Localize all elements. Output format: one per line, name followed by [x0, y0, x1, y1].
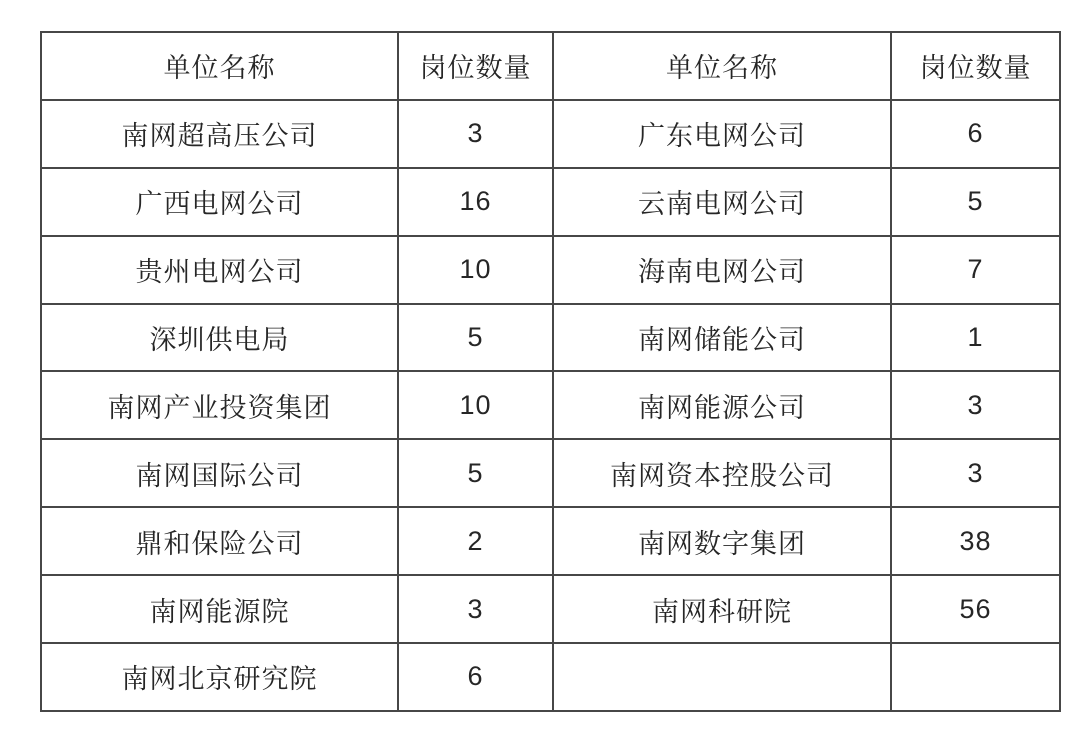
unit-name-cell: 南网能源院 — [41, 575, 398, 643]
header-unit-name-right: 单位名称 — [553, 32, 891, 100]
unit-name-cell: 南网产业投资集团 — [41, 371, 398, 439]
table-row — [41, 507, 1060, 575]
unit-name-cell: 南网北京研究院 — [41, 643, 398, 711]
unit-name-cell: 海南电网公司 — [553, 236, 891, 304]
position-count-cell: 56 — [891, 575, 1060, 643]
unit-name-cell: 广西电网公司 — [41, 168, 398, 236]
position-count-cell — [891, 643, 1060, 711]
position-count-cell: 7 — [891, 236, 1060, 304]
position-count-cell: 5 — [398, 304, 553, 372]
header-position-count-left: 岗位数量 — [398, 32, 553, 100]
unit-name-cell — [553, 643, 891, 711]
unit-name-cell: 南网数字集团 — [553, 507, 891, 575]
unit-name-cell: 南网国际公司 — [41, 439, 398, 507]
position-count-cell: 5 — [398, 439, 553, 507]
table-row — [41, 168, 1060, 236]
position-count-cell: 6 — [398, 643, 553, 711]
table-row — [41, 575, 1060, 643]
unit-name-cell: 南网储能公司 — [553, 304, 891, 372]
position-count-cell: 5 — [891, 168, 1060, 236]
header-position-count-right: 岗位数量 — [891, 32, 1060, 100]
position-count-cell: 38 — [891, 507, 1060, 575]
header-row — [41, 32, 1060, 100]
position-count-cell: 3 — [891, 371, 1060, 439]
position-count-cell: 2 — [398, 507, 553, 575]
table-row — [41, 236, 1060, 304]
positions-table — [40, 31, 1061, 712]
unit-name-cell: 南网超高压公司 — [41, 100, 398, 168]
unit-name-cell: 深圳供电局 — [41, 304, 398, 372]
table-row — [41, 643, 1060, 711]
position-count-cell: 10 — [398, 236, 553, 304]
position-count-cell: 3 — [398, 100, 553, 168]
position-count-cell: 10 — [398, 371, 553, 439]
unit-name-cell: 鼎和保险公司 — [41, 507, 398, 575]
table-row — [41, 371, 1060, 439]
table-row — [41, 439, 1060, 507]
position-count-cell: 1 — [891, 304, 1060, 372]
unit-name-cell: 南网科研院 — [553, 575, 891, 643]
position-count-cell: 6 — [891, 100, 1060, 168]
table-row — [41, 304, 1060, 372]
unit-name-cell: 南网能源公司 — [553, 371, 891, 439]
position-count-cell: 3 — [891, 439, 1060, 507]
unit-name-cell: 云南电网公司 — [553, 168, 891, 236]
unit-name-cell: 广东电网公司 — [553, 100, 891, 168]
unit-name-cell: 南网资本控股公司 — [553, 439, 891, 507]
position-count-cell: 3 — [398, 575, 553, 643]
header-unit-name-left: 单位名称 — [41, 32, 398, 100]
position-count-cell: 16 — [398, 168, 553, 236]
unit-name-cell: 贵州电网公司 — [41, 236, 398, 304]
table-row — [41, 100, 1060, 168]
